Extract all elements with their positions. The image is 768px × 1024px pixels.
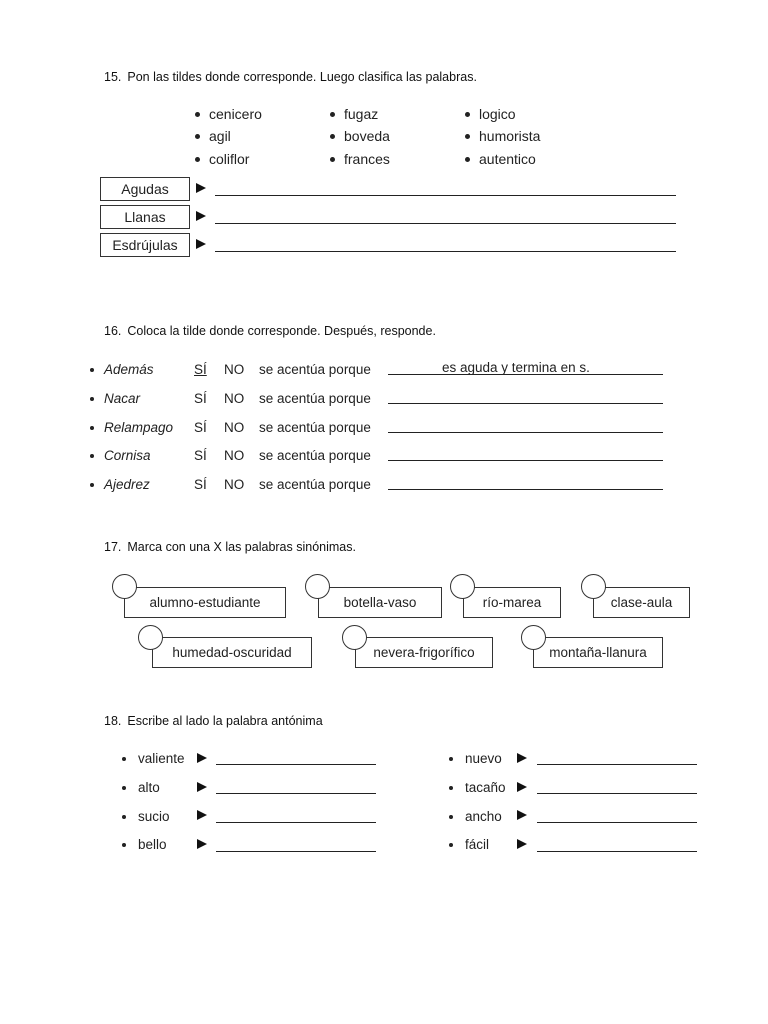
answer-line[interactable]	[216, 793, 376, 794]
bullet-icon	[449, 843, 453, 847]
q15-word: humorista	[465, 128, 540, 144]
arrow-icon	[517, 753, 527, 763]
q18-word: valiente	[138, 751, 185, 766]
category-box-llanas: Llanas	[100, 205, 190, 229]
q18-number: 18.	[104, 714, 122, 728]
q15-word: frances	[330, 151, 390, 167]
q16-title	[104, 324, 436, 338]
si-option[interactable]: SÍ	[194, 391, 207, 406]
bullet-icon	[449, 786, 453, 790]
q16-number: 16.	[104, 324, 122, 338]
answer-line[interactable]	[537, 764, 697, 765]
checkbox-circle[interactable]	[112, 574, 137, 599]
category-box-esdrujulas: Esdrújulas	[100, 233, 190, 257]
q15-word: agil	[195, 128, 231, 144]
q18-word: bello	[138, 837, 167, 852]
q17-title	[104, 540, 356, 554]
q15-word: logico	[465, 106, 516, 122]
answer-line[interactable]	[388, 460, 663, 461]
synonym-pair: humedad-oscuridad	[152, 637, 312, 668]
arrow-icon	[517, 839, 527, 849]
arrow-icon	[196, 239, 206, 249]
bullet-icon	[449, 815, 453, 819]
answer-line[interactable]	[388, 432, 663, 433]
synonym-pair: río-marea	[463, 587, 561, 618]
q18-word: sucio	[138, 809, 170, 824]
reason-label: se acentúa porque	[259, 448, 371, 463]
bullet-icon	[122, 843, 126, 847]
answer-line[interactable]	[216, 822, 376, 823]
answer-line-llanas[interactable]	[215, 223, 676, 224]
answer-line[interactable]	[537, 822, 697, 823]
bullet-icon	[90, 368, 94, 372]
q18-word: ancho	[465, 809, 502, 824]
checkbox-circle[interactable]	[138, 625, 163, 650]
synonym-pair: nevera-frigorífico	[355, 637, 493, 668]
q18-word: alto	[138, 780, 160, 795]
q17-instruction: Marca con una X las palabras sinónimas.	[127, 540, 356, 554]
no-option[interactable]: NO	[224, 448, 245, 463]
answer-line[interactable]	[537, 793, 697, 794]
category-box-agudas: Agudas	[100, 177, 190, 201]
si-option[interactable]: SÍ	[194, 420, 207, 435]
q15-number: 15.	[104, 70, 122, 84]
reason-label: se acentúa porque	[259, 362, 371, 377]
arrow-icon	[196, 183, 206, 193]
q15-word: boveda	[330, 128, 390, 144]
checkbox-circle[interactable]	[521, 625, 546, 650]
arrow-icon	[197, 782, 207, 792]
bullet-icon	[122, 786, 126, 790]
arrow-icon	[517, 782, 527, 792]
arrow-icon	[196, 211, 206, 221]
q18-title	[104, 714, 323, 728]
q15-title	[104, 70, 477, 84]
arrow-icon	[517, 810, 527, 820]
q18-word: fácil	[465, 837, 490, 852]
reason-label: se acentúa porque	[259, 477, 371, 492]
synonym-pair: montaña-llanura	[533, 637, 663, 668]
q16-word: Ajedrez	[104, 477, 150, 492]
no-option[interactable]: NO	[224, 477, 245, 492]
q18-word: nuevo	[465, 751, 502, 766]
synonym-pair: clase-aula	[593, 587, 690, 618]
checkbox-circle[interactable]	[581, 574, 606, 599]
q16-instruction: Coloca la tilde donde corresponde. Después, responde.	[127, 324, 436, 338]
checkbox-circle[interactable]	[342, 625, 367, 650]
answer-line[interactable]	[216, 851, 376, 852]
synonym-pair: botella-vaso	[318, 587, 442, 618]
bullet-icon	[90, 483, 94, 487]
synonym-pair: alumno-estudiante	[124, 587, 286, 618]
no-option[interactable]: NO	[224, 420, 245, 435]
si-option[interactable]: SÍ	[194, 477, 207, 492]
q17-number: 17.	[104, 540, 122, 554]
bullet-icon	[122, 757, 126, 761]
no-option[interactable]: NO	[224, 391, 245, 406]
checkbox-circle[interactable]	[305, 574, 330, 599]
bullet-icon	[90, 397, 94, 401]
q15-word: fugaz	[330, 106, 378, 122]
no-option[interactable]: NO	[224, 362, 245, 377]
answer-line[interactable]	[388, 489, 663, 490]
reason-label: se acentúa porque	[259, 391, 371, 406]
q16-word: Nacar	[104, 391, 141, 406]
arrow-icon	[197, 810, 207, 820]
q15-instruction: Pon las tildes donde corresponde. Luego clasifica las palabras.	[127, 70, 477, 84]
arrow-icon	[197, 753, 207, 763]
q15-word: cenicero	[195, 106, 262, 122]
q15-word: coliflor	[195, 151, 249, 167]
bullet-icon	[90, 454, 94, 458]
q18-word: tacaño	[465, 780, 506, 795]
q18-instruction: Escribe al lado la palabra antónima	[127, 714, 323, 728]
answer-line-esdrujulas[interactable]	[215, 251, 676, 252]
q16-word: Cornisa	[104, 448, 151, 463]
answer-line-agudas[interactable]	[215, 195, 676, 196]
example-answer: es aguda y termina en s.	[442, 360, 590, 375]
answer-line[interactable]	[388, 403, 663, 404]
reason-label: se acentúa porque	[259, 420, 371, 435]
q16-word: Relampago	[104, 420, 174, 435]
arrow-icon	[197, 839, 207, 849]
checkbox-circle[interactable]	[450, 574, 475, 599]
answer-line[interactable]	[388, 374, 663, 375]
bullet-icon	[122, 815, 126, 819]
si-option[interactable]: SÍ	[194, 362, 207, 377]
bullet-icon	[90, 426, 94, 430]
answer-line[interactable]	[216, 764, 376, 765]
answer-line[interactable]	[537, 851, 697, 852]
q16-word: Además	[104, 362, 154, 377]
q15-word: autentico	[465, 151, 536, 167]
si-option[interactable]: SÍ	[194, 448, 207, 463]
bullet-icon	[449, 757, 453, 761]
